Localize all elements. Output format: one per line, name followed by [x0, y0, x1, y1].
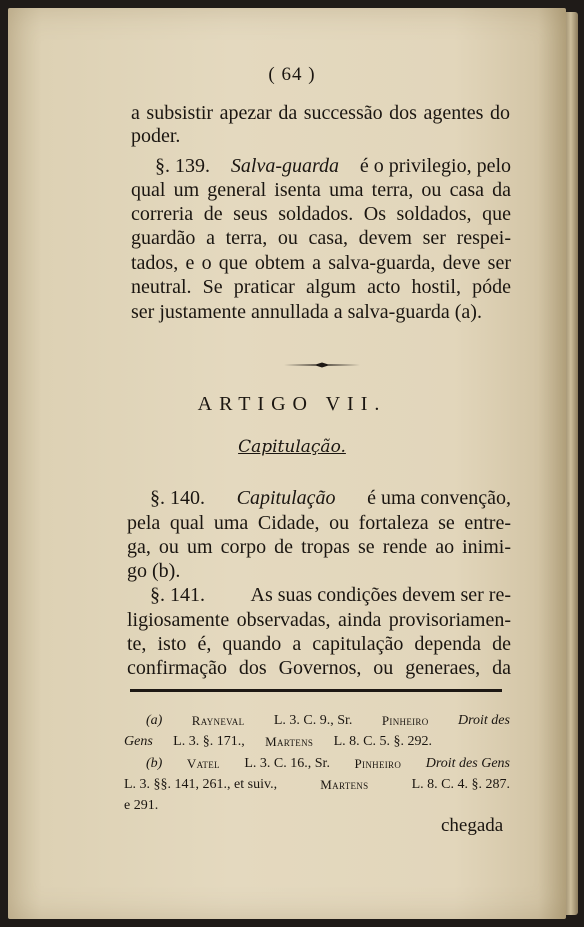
footnote-a-line	[124, 733, 432, 751]
author-name: Vatel	[186, 756, 220, 771]
body-text: é uma convenção,	[367, 487, 511, 509]
body-text: As suas condições devem ser re-	[250, 584, 511, 606]
footnote-marker: (b)	[146, 756, 163, 771]
work-title: Gens	[124, 734, 153, 749]
footnote-b-line	[124, 776, 510, 794]
section-number: §. 139.	[155, 155, 210, 177]
section-number: §. 141.	[150, 584, 205, 606]
defined-term: Capitulação	[236, 487, 336, 509]
section-140-line	[150, 486, 511, 510]
section-139-line	[155, 154, 511, 178]
footnote-b-line	[146, 755, 510, 773]
author-name: Pinheiro	[381, 713, 429, 728]
body-line: tados, e o que obtem a salva-guarda, deve ser	[131, 252, 511, 274]
ornamental-rule	[284, 362, 360, 368]
body-line: neutral. Se praticar algum acto hostil, póde	[131, 276, 511, 298]
footnote-marker: (a)	[146, 713, 163, 728]
citation-text: L. 3. C. 9., Sr.	[273, 713, 353, 728]
page-number: ( 64 )	[268, 64, 316, 85]
article-subheading: Capitulação.	[238, 437, 346, 457]
article-heading: ARTIGO VII.	[197, 393, 387, 415]
body-text: é o privilegio, pelo	[359, 155, 511, 177]
body-line: correria de seus soldados. Os soldados, que	[131, 203, 511, 225]
footnote-rule	[130, 689, 502, 692]
body-line: ga, ou um corpo de tropas se rende ao inimi-	[127, 536, 511, 558]
author-name: Pinheiro	[354, 756, 402, 771]
citation-text: L. 8. C. 4. §. 287.	[411, 777, 510, 792]
section-141-line	[150, 583, 511, 607]
section-number: §. 140.	[150, 487, 205, 509]
author-name: Rayneval	[191, 713, 245, 728]
body-line: qual um general isenta uma terra, ou casa da	[131, 179, 511, 201]
body-line: ser justamente annullada a salva-guarda (a).	[131, 301, 482, 323]
body-line: a subsistir apezar da successão dos agentes do	[131, 102, 510, 124]
catchword: chegada	[441, 815, 504, 836]
author-name: Martens	[265, 734, 314, 749]
author-name: Martens	[320, 777, 369, 792]
body-line: guardão a terra, ou casa, devem ser respei-	[131, 227, 511, 249]
body-line: poder.	[131, 125, 181, 147]
citation-text: L. 3. §. 171.,	[173, 734, 245, 749]
footnote-b-line: e 291.	[124, 798, 159, 813]
body-line: go (b).	[127, 560, 181, 582]
body-line: pela qual uma Cidade, ou fortaleza se entre-	[127, 512, 511, 534]
body-line: confirmação dos Governos, ou generaes, da	[127, 657, 511, 679]
citation-text: L. 3. §§. 141, 261., et suiv.,	[124, 777, 278, 792]
work-title: Droit des Gens	[425, 756, 510, 771]
work-title: Droit des	[457, 713, 510, 728]
defined-term: Salva-guarda	[230, 155, 340, 177]
body-line: ligiosamente observadas, ainda provisoriamen-	[127, 609, 511, 631]
footnote-a-line	[146, 712, 510, 730]
body-line: te, isto é, quando a capitulação dependa de	[127, 633, 511, 655]
citation-text: L. 8. C. 5. §. 292.	[333, 734, 432, 749]
citation-text: L. 3. C. 16., Sr.	[244, 756, 330, 771]
